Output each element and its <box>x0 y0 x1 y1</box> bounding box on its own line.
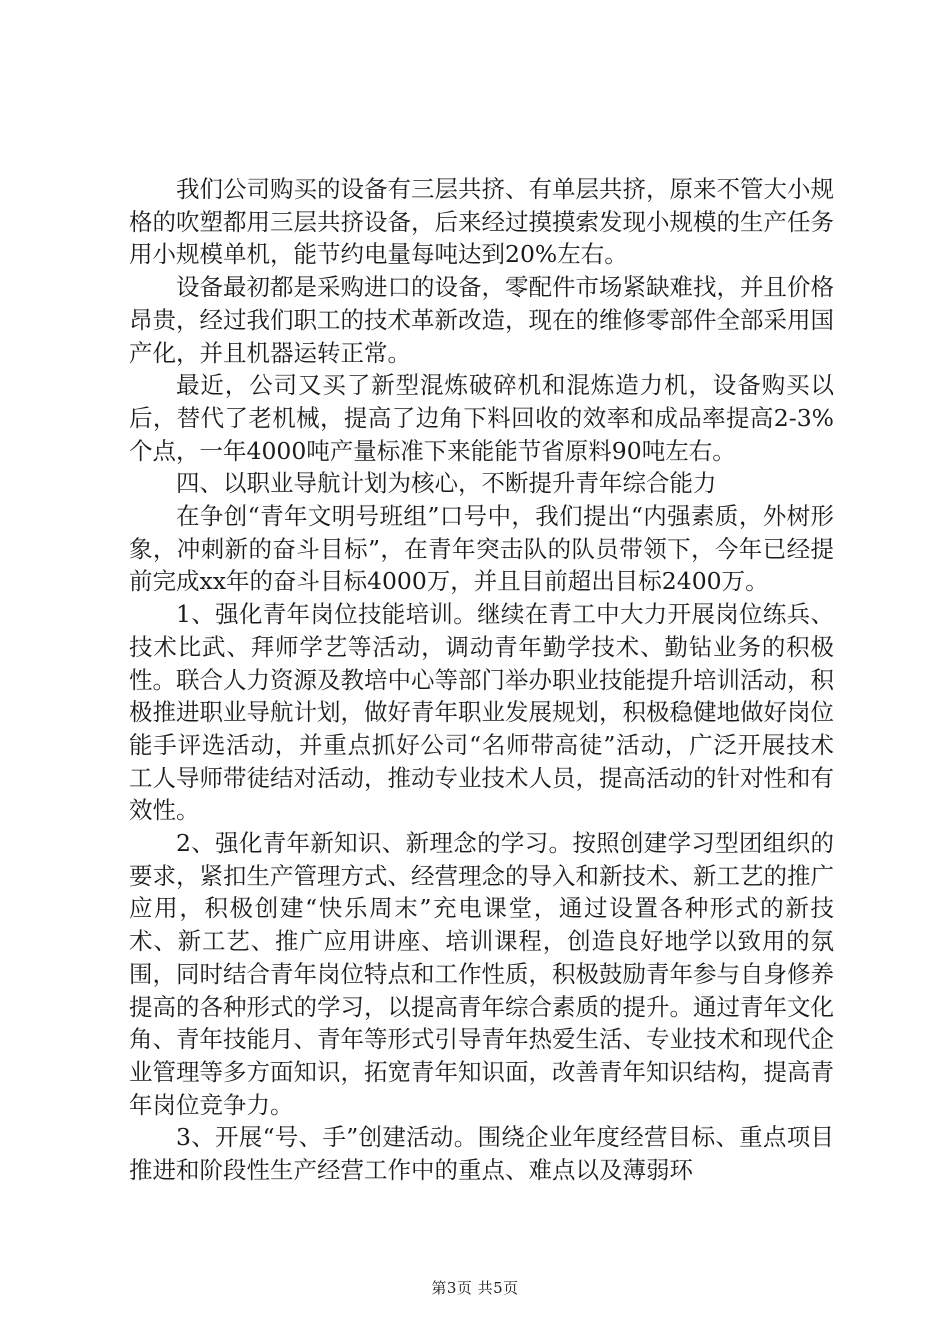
paragraph-4: 在争创“青年文明号班组”口号中，我们提出“内强素质，外树形象，冲刺新的奋斗目标”，在青年突击队的队员带领下，今年已经提前完成xx年的奋斗目标4000万，并且目前超出目标2400万。 <box>129 502 834 596</box>
paragraph-3: 最近，公司又买了新型混炼破碎机和混炼造力机，设备购买以后，替代了老机械，提高了边角下料回收的效率和成品率提高2-3%个点，一年4000吨产量标准下来能能节省原料90吨左右。 <box>129 371 834 465</box>
page-footer: 第3页 共5页 <box>431 1279 519 1297</box>
paragraph-6: 2、强化青年新知识、新理念的学习。按照创建学习型团组织的要求，紧扣生产管理方式、经营理念的导入和新技术、新工艺的推广应用，积极创建“快乐周末”充电课堂，通过设置各种形式的新技术、新工艺、推广应用讲座、培训课程，创造良好地学以致用的氛围，同时结合青年岗位特点和工作性质，积极鼓励青年参与自身修养提高的各种形式的学习，以提高青年综合素质的提升。通过青年文化角、青年技能月、青年等形式引导青年热爱生活、专业技术和现代企业管理等多方面知识，拓宽青年知识面，改善青年知识结构，提高青年岗位竞争力。 <box>129 829 834 1119</box>
paragraph-2: 设备最初都是采购进口的设备，零配件市场紧缺难找，并且价格昂贵，经过我们职工的技术革新改造，现在的维修零部件全部采用国产化，并且机器运转正常。 <box>129 273 834 367</box>
section-heading: 四、以职业导航计划为核心，不断提升青年综合能力 <box>176 469 717 498</box>
paragraph-7: 3、开展“号、手”创建活动。围绕企业年度经营目标、重点项目推进和阶段性生产经营工作中的重点、难点以及薄弱环 <box>129 1123 834 1185</box>
paragraph-5: 1、强化青年岗位技能培训。继续在青工中大力开展岗位练兵、技术比武、拜师学艺等活动，调动青年勤学技术、勤钻业务的积极性。联合人力资源及教培中心等部门举办职业技能提升培训活动，积极推进职业导航计划，做好青年职业发展规划，积极稳健地做好岗位能手评选活动，并重点抓好公司“名师带高徒”活动，广泛开展技术工人导师带徒结对活动，推动专业技术人员，提高活动的针对性和有效性。 <box>129 600 834 825</box>
paragraph-1: 我们公司购买的设备有三层共挤、有单层共挤，原来不管大小规格的吹塑都用三层共挤设备，后来经过摸摸索发现小规模的生产任务用小规模单机，能节约电量每吨达到20%左右。 <box>129 175 834 269</box>
document-body <box>129 173 834 1187</box>
